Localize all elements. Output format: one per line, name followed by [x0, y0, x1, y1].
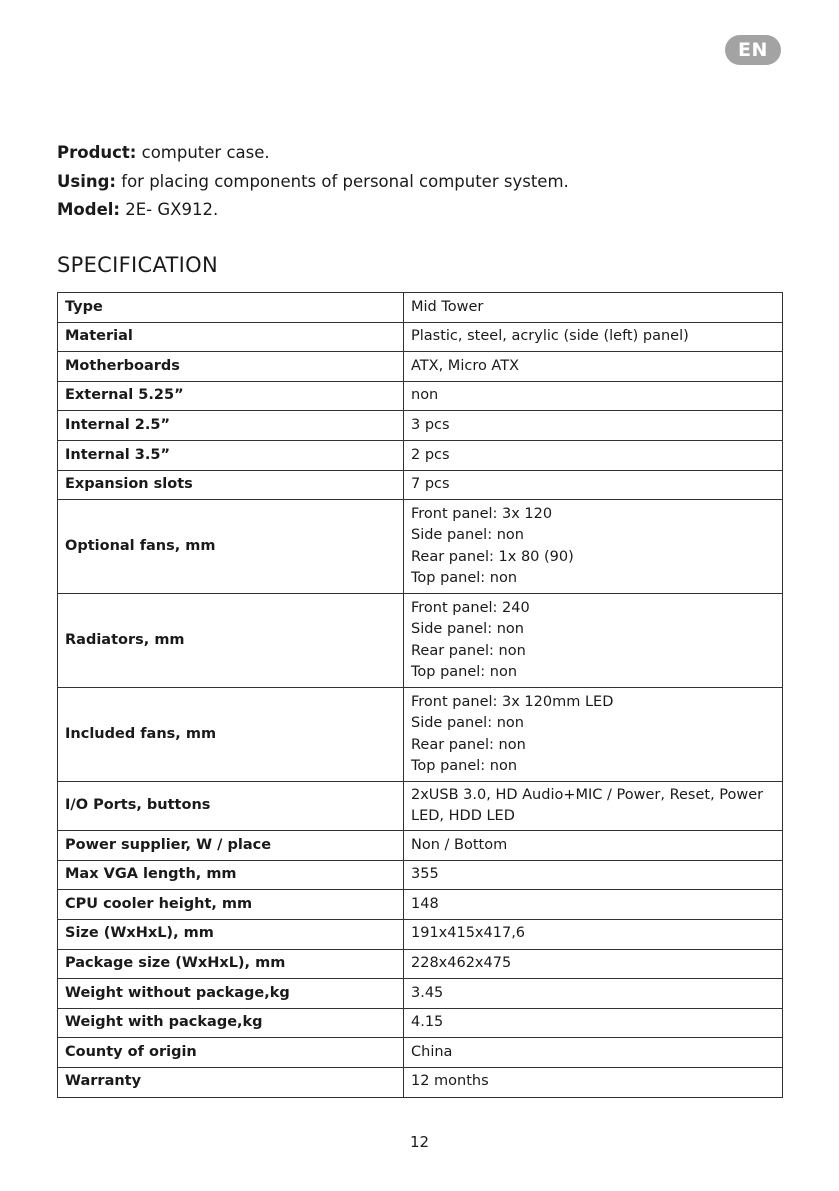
spec-row: [58, 1038, 783, 1068]
spec-row: [58, 500, 783, 594]
spec-value-line: Top panel: non: [411, 570, 518, 587]
spec-value-line: Rear panel: 1x 80 (90): [411, 548, 574, 565]
spec-key: Internal 3.5”: [58, 440, 404, 470]
spec-value-line: Front panel: 240: [411, 599, 530, 616]
spec-key: Type: [58, 293, 404, 323]
using-label: Using:: [57, 171, 117, 191]
spec-key: External 5.25”: [58, 381, 404, 411]
spec-value-line: Mid Tower: [411, 298, 484, 315]
spec-value: [404, 440, 783, 470]
spec-key: Internal 2.5”: [58, 411, 404, 441]
spec-row: [58, 322, 783, 352]
spec-key: CPU cooler height, mm: [58, 890, 404, 920]
spec-key: Power supplier, W / place: [58, 831, 404, 861]
spec-value: [404, 293, 783, 323]
spec-key: Size (WxHxL), mm: [58, 919, 404, 949]
spec-row: [58, 979, 783, 1009]
spec-row: [58, 890, 783, 920]
spec-key: Motherboards: [58, 352, 404, 382]
spec-value: [404, 782, 783, 831]
spec-row: [58, 860, 783, 890]
spec-value: [404, 322, 783, 352]
spec-value-line: 4.15: [411, 1014, 444, 1031]
spec-key: Optional fans, mm: [58, 500, 404, 594]
spec-value-line: 148: [411, 895, 439, 912]
model-value: 2E- GX912.: [120, 200, 219, 219]
spec-value-line: Plastic, steel, acrylic (side (left) panel): [411, 328, 689, 345]
spec-key: Warranty: [58, 1067, 404, 1097]
spec-row: [58, 688, 783, 782]
spec-value-line: non: [411, 387, 439, 404]
spec-row: [58, 831, 783, 861]
spec-value: [404, 470, 783, 500]
spec-value: [404, 831, 783, 861]
spec-key: Max VGA length, mm: [58, 860, 404, 890]
product-value: computer case.: [136, 143, 270, 162]
spec-value-line: 3 pcs: [411, 416, 450, 433]
spec-key: Radiators, mm: [58, 594, 404, 688]
spec-value-line: Rear panel: non: [411, 642, 526, 659]
spec-row: [58, 949, 783, 979]
spec-value-line: ATX, Micro ATX: [411, 357, 520, 374]
product-label: Product:: [57, 143, 137, 162]
spec-row: [58, 381, 783, 411]
spec-value: [404, 890, 783, 920]
product-intro: [57, 139, 797, 225]
spec-row: [58, 1008, 783, 1038]
spec-value-line: China: [411, 1043, 453, 1060]
spec-value-line: 3.45: [411, 984, 444, 1001]
using-line: [57, 168, 797, 197]
spec-value-line: 2 pcs: [411, 446, 450, 463]
spec-value: [404, 594, 783, 688]
spec-value: [404, 949, 783, 979]
spec-value-line: 7 pcs: [411, 476, 450, 493]
spec-key: I/O Ports, buttons: [58, 782, 404, 831]
product-line: [57, 139, 797, 168]
spec-key: Package size (WxHxL), mm: [58, 949, 404, 979]
language-badge: EN: [725, 35, 781, 65]
spec-value-line: 12 months: [411, 1073, 489, 1090]
spec-row: [58, 440, 783, 470]
spec-value: [404, 1008, 783, 1038]
spec-row: [58, 782, 783, 831]
spec-value: [404, 919, 783, 949]
spec-value-line: 191x415x417,6: [411, 925, 526, 942]
spec-row: [58, 352, 783, 382]
spec-value: [404, 352, 783, 382]
spec-value-line: Top panel: non: [411, 758, 518, 775]
spec-value-line: Non / Bottom: [411, 836, 508, 853]
spec-value-line: Side panel: non: [411, 621, 524, 638]
model-label: Model:: [57, 200, 121, 219]
model-line: [57, 196, 797, 225]
specification-table: [57, 292, 783, 1098]
spec-row: [58, 470, 783, 500]
spec-value-line: Front panel: 3x 120mm LED: [411, 693, 614, 710]
spec-row: [58, 293, 783, 323]
spec-value-line: 2xUSB 3.0, HD Audio+MIC / Power, Reset, Power LED, HDD LED: [411, 786, 764, 825]
spec-key: Weight without package,kg: [58, 979, 404, 1009]
spec-key: Expansion slots: [58, 470, 404, 500]
spec-row: [58, 594, 783, 688]
spec-value-line: Side panel: non: [411, 527, 524, 544]
specification-heading: SPECIFICATION: [57, 253, 218, 277]
spec-key: Weight with package,kg: [58, 1008, 404, 1038]
spec-value: [404, 381, 783, 411]
using-value: for placing components of personal computer system.: [116, 171, 569, 191]
spec-value: [404, 860, 783, 890]
spec-row: [58, 1067, 783, 1097]
spec-value-line: 355: [411, 866, 439, 883]
page-number: 12: [409, 1133, 430, 1151]
spec-value: [404, 411, 783, 441]
spec-value-line: Rear panel: non: [411, 736, 526, 753]
spec-row: [58, 919, 783, 949]
spec-value: [404, 500, 783, 594]
spec-key: Included fans, mm: [58, 688, 404, 782]
spec-key: Material: [58, 322, 404, 352]
spec-value: [404, 979, 783, 1009]
spec-value-line: 228x462x475: [411, 955, 512, 972]
spec-value-line: Side panel: non: [411, 715, 524, 732]
spec-key: County of origin: [58, 1038, 404, 1068]
spec-value: [404, 1067, 783, 1097]
specification-table-body: [58, 293, 783, 1098]
spec-row: [58, 411, 783, 441]
spec-value-line: Top panel: non: [411, 664, 518, 681]
spec-value: [404, 688, 783, 782]
spec-value: [404, 1038, 783, 1068]
spec-value-line: Front panel: 3x 120: [411, 505, 553, 522]
